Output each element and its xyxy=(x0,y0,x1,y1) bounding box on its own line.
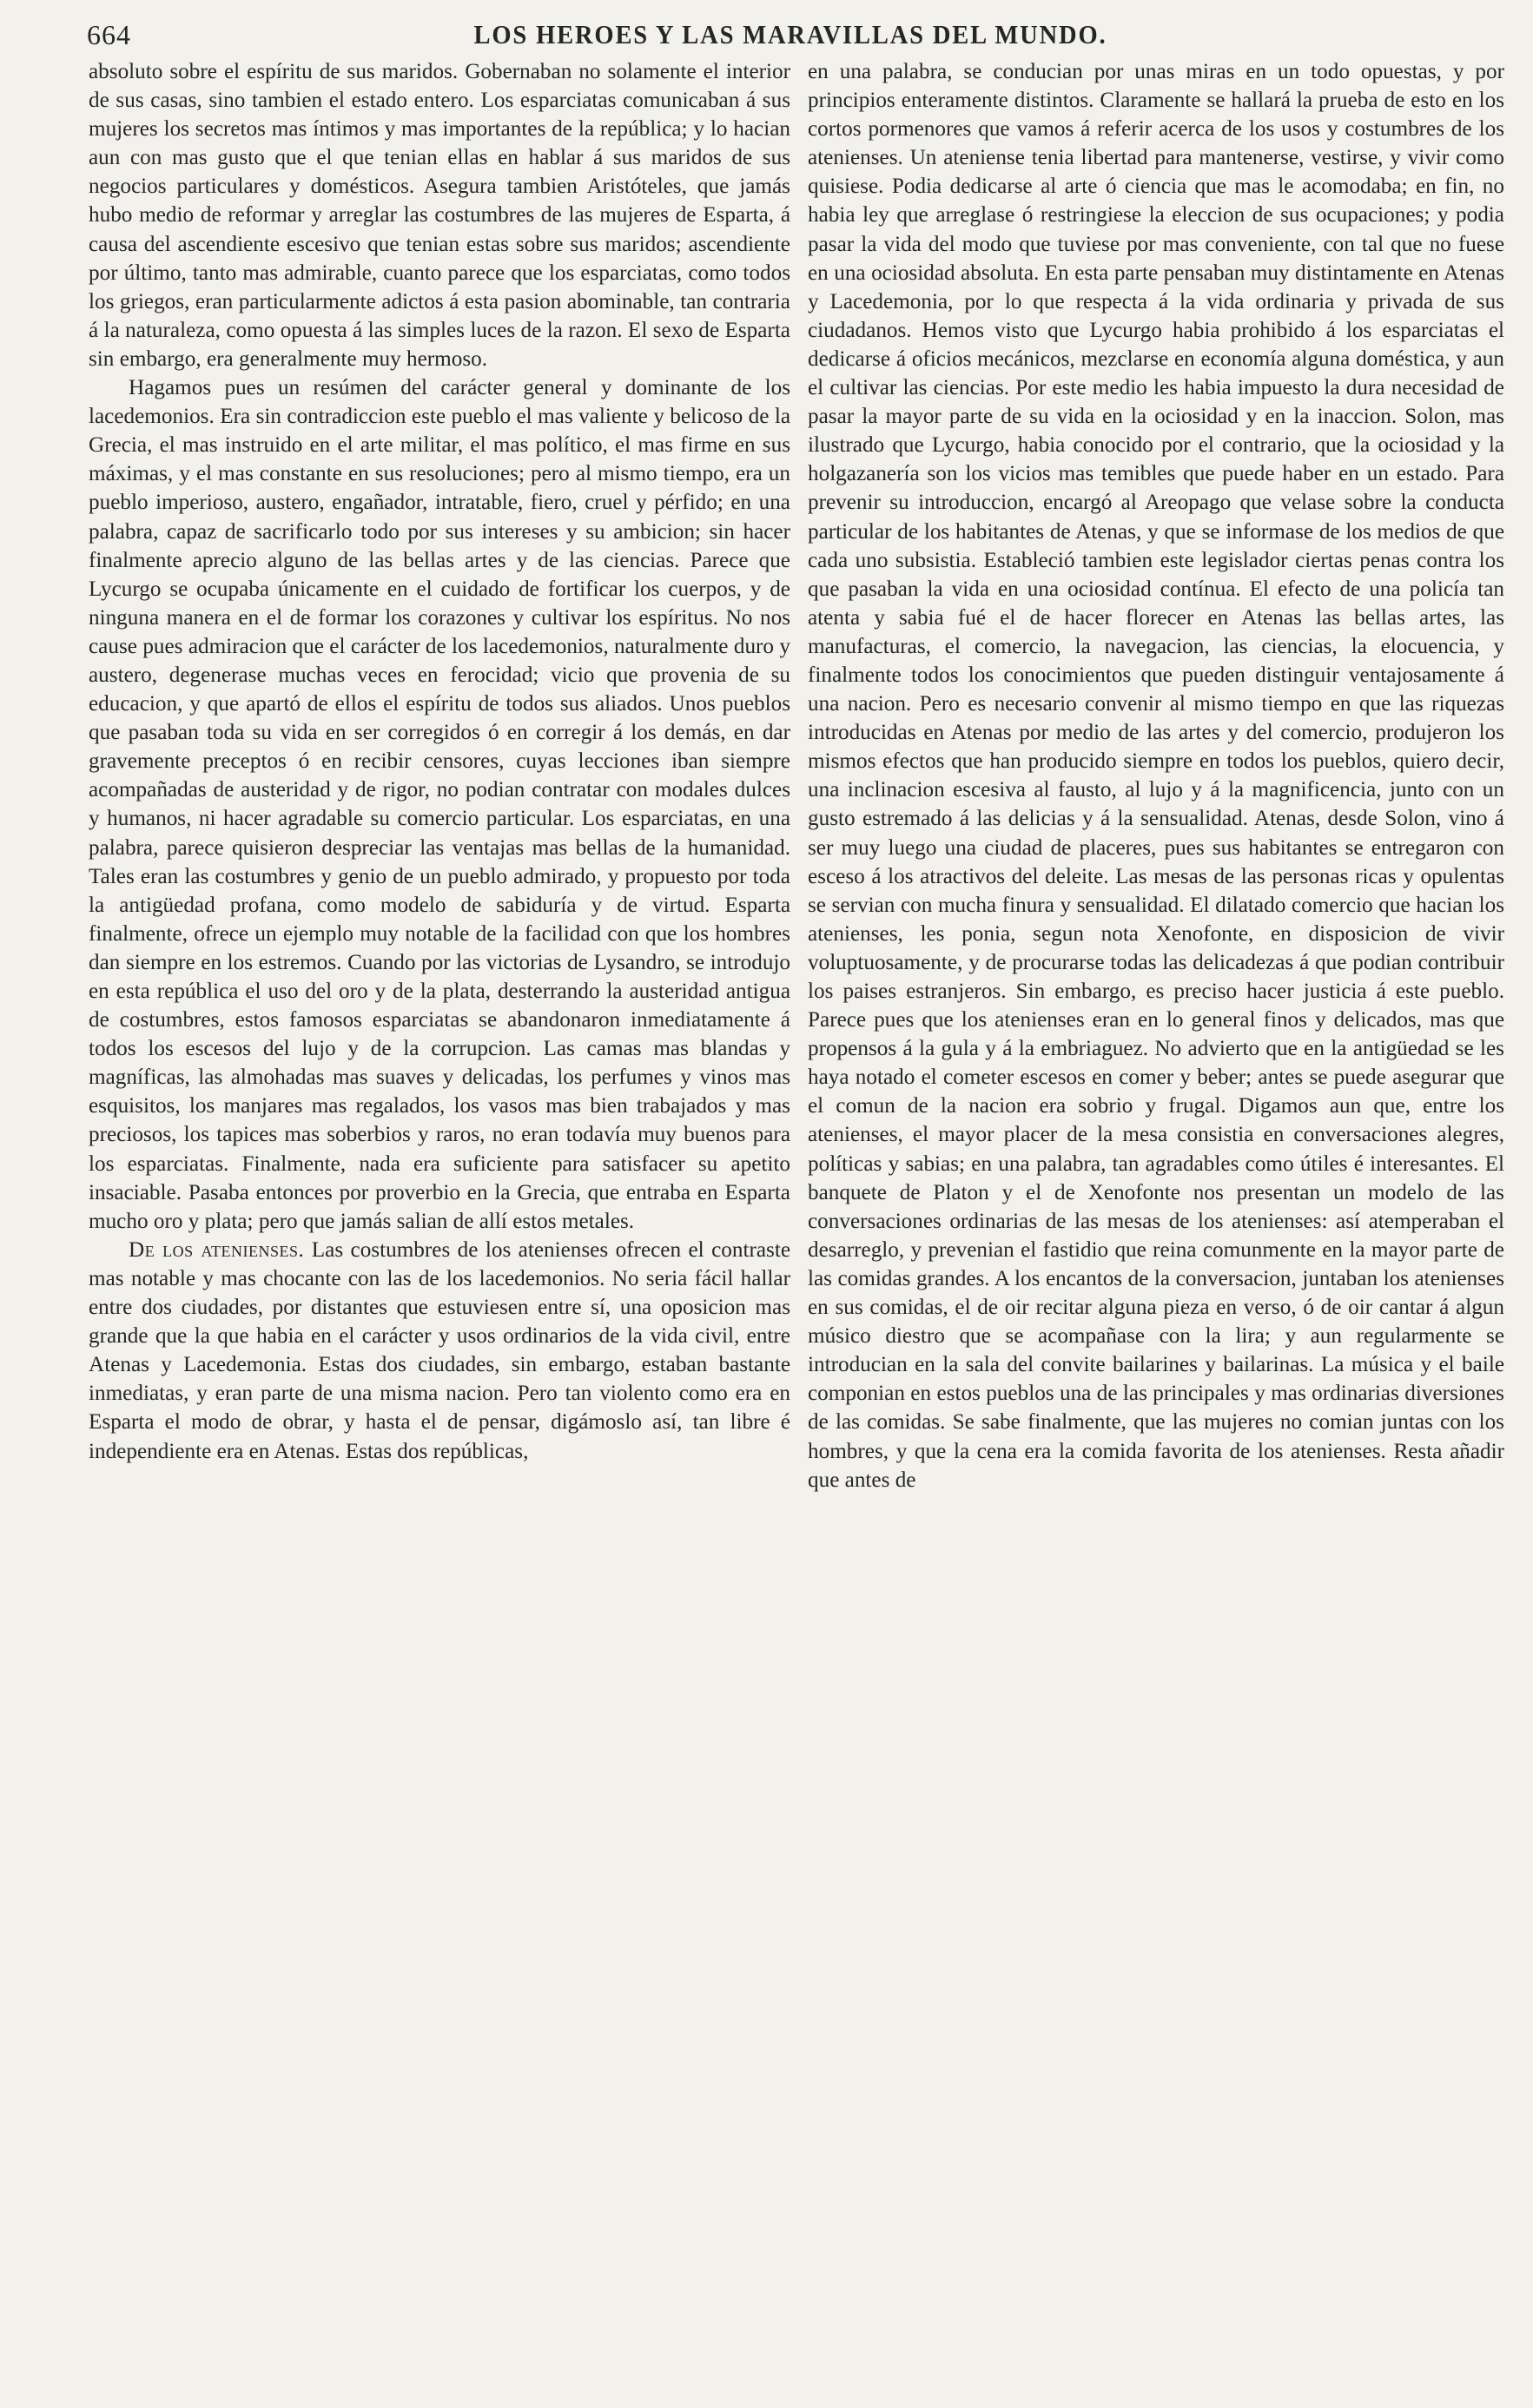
page-header xyxy=(87,14,1494,63)
section-heading-atenienses: De los atenienses. xyxy=(129,1237,305,1262)
page-number: 664 xyxy=(87,19,131,50)
left-paragraph-1: absoluto sobre el espíritu de sus maridos. Gobernaban no solamente el interior de sus casas, sino tambien el estado entero. Los esparciatas comunicaban á sus mujeres los secretos mas íntimos y mas importantes de la república; y lo hacian aun con mas gusto que el que tenian ellas en hablar á sus maridos de sus negocios particulares y domésticos. Asegura tambien Aristóteles, que jamás hubo medio de reformar y arreglar las costumbres de las mujeres de Esparta, á causa del ascendiente escesivo que tenian estas sobre sus maridos; ascendiente por último, tanto mas admirable, cuanto parece que los esparciatas, como todos los griegos, eran particularmente adictos á esta pasion abominable, tan contraria á la naturaleza, como opuesta á las simples luces de la razon. El sexo de Esparta sin embargo, era generalmente muy hermoso. xyxy=(89,60,790,371)
left-paragraph-3 xyxy=(89,1236,790,1466)
left-column xyxy=(89,57,790,1466)
left-paragraph-2: Hagamos pues un resúmen del carácter general y dominante de los lacedemonios. Era sin contradiccion este pueblo el mas valiente y belicoso de la Grecia, el mas instruido en el arte militar, el mas político, el mas firme en sus máximas, y el mas constante en sus resoluciones; pero al mismo tiempo, era un pueblo imperioso, austero, engañador, intratable, fiero, cruel y pérfido; en una palabra, capaz de sacrificarlo todo por sus intereses y su ambicion; sin hacer finalmente aprecio alguno de las bellas artes y de las ciencias. Parece que Lycurgo se ocupaba únicamente en el cuidado de fortificar los cuerpos, y de ninguna manera en el de formar los corazones y cultivar los espíritus. No nos cause pues admiracion que el carácter de los lacedemonios, naturalmente duro y austero, degenerase muchas veces en ferocidad; vicio que provenia de su educacion, y que apartó de ellos el espíritu de todos sus aliados. Unos pueblos que pasaban toda su vida en ser corregidos ó en corregir á los demás, en dar gravemente preceptos ó en recibir censores, cuyas lecciones iban siempre acompañadas de austeridad y de rigor, no podian contratar con modales dulces y humanos, ni hacer agradable su comercio particular. Los esparciatas, en una palabra, parece quisieron despreciar las ventajas mas bellas de la humanidad. Tales eran las costumbres y genio de un pueblo admirado, y propuesto por toda la antigüedad profana, como modelo de sabiduría y de virtud. Esparta finalmente, ofrece un ejemplo muy notable de la facilidad con que los hombres dan siempre en los estremos. Cuando por las victorias de Lysandro, se introdujo en esta república el uso del oro y de la plata, desterrando la austeridad antigua de costumbres, estos famosos esparciatas se abandonaron inmediatamente á todos los escesos del lujo y de la corrupcion. Las camas mas blandas y magníficas, las almohadas mas suaves y delicadas, los perfumes y vinos mas esquisitos, los manjares mas regalados, los vasos mas bien trabajados y mas preciosos, los tapices mas soberbios y raros, no eran todavía muy buenos para los esparciatas. Finalmente, nada era suficiente para satisfacer su apetito insaciable. Pasaba entonces por proverbio en la Grecia, que entraba en Esparta mucho oro y plata; pero que jamás salian de allí estos metales. xyxy=(89,376,790,1233)
left-paragraph-3-text: Las costumbres de los atenienses ofrecen el contraste mas notable y mas chocante con las de los lacedemonios. No seria fácil hallar entre dos ciudades, por distantes que estuviesen entre sí, una oposicion mas grande que la que habia en el carácter y usos ordinarios de la vida civil, entre Atenas y Lacedemonia. Estas dos ciudades, sin embargo, estaban bastante inmediatas, y eran parte de una misma nacion. Pero tan violento como era en Esparta el modo de obrar, y hasta el de pensar, digámoslo así, tan libre é independiente era en Atenas. Estas dos repúblicas, xyxy=(89,1237,790,1463)
column-divider xyxy=(796,78,797,2379)
right-column xyxy=(808,57,1504,1494)
running-title: LOS HEROES Y LAS MARAVILLAS DEL MUNDO. xyxy=(473,19,1107,49)
right-paragraph-1: en una palabra, se conducian por unas miras en un todo opuestas, y por principios enteramente distintos. Claramente se hallará la prueba de esto en los cortos pormenores que vamos á referir acerca de los usos y costumbres de los atenienses. Un ateniense tenia libertad para mantenerse, vestirse, y vivir como quisiese. Podia dedicarse al arte ó ciencia que mas le acomodaba; en fin, no habia ley que arreglase ó restringiese la eleccion de sus ocupaciones; y podia pasar la vida del modo que tuviese por mas conveniente, con tal que no fuese en una ociosidad absoluta. En esta parte pensaban muy distintamente en Atenas y Lacedemonia, por lo que respecta á la vida ordinaria y privada de sus ciudadanos. Hemos visto que Lycurgo habia prohibido á los esparciatas el dedicarse á oficios mecánicos, mezclarse en economía alguna doméstica, y aun el cultivar las ciencias. Por este medio les habia impuesto la dura necesidad de pasar la mayor parte de su vida en la ociosidad y en la inaccion. Solon, mas ilustrado que Lycurgo, habia conocido por el contrario, que la ociosidad y la holgazanería son los vicios mas temibles que puede haber en un estado. Para prevenir su introduccion, encargó al Areopago que velase sobre la conducta particular de los habitantes de Atenas, y que se informase de los medios de que cada uno subsistia. Estableció tambien este legislador ciertas penas contra los que pasaban la vida en una ociosidad contínua. El efecto de una policía tan atenta y sabia fué el de hacer florecer en Atenas las bellas artes, las manufacturas, el comercio, la navegacion, las ciencias, la elocuencia, y finalmente todos los conocimientos que pueden distinguir ventajosamente á una nacion. Pero es necesario convenir al mismo tiempo en que las riquezas introducidas en Atenas por medio de las artes y del comercio, produjeron los mismos efectos que han producido siempre en todos los pueblos, quiero decir, una inclinacion escesiva al fausto, al lujo y á la magnificencia, junto con un gusto estremado á las delicias y á la sensualidad. Atenas, desde Solon, vino á ser muy luego una ciudad de placeres, pues sus habitantes se entregaron con esceso á los atractivos del deleite. Las mesas de las personas ricas y opulentas se servian con mucha finura y sensualidad. El dilatado comercio que hacian los atenienses, les ponia, segun nota Xenofonte, en disposicion de vivir voluptuosamente, y de procurarse todas las delicadezas á que podian contribuir los paises estranjeros. Sin embargo, es preciso hacer justicia á este pueblo. Parece pues que los atenienses eran en lo general finos y delicados, mas que propensos á la gula y á la embriaguez. No advierto que en la antigüedad se les haya notado el cometer escesos en comer y beber; antes se puede asegurar que el comun de la nacion era sobrio y frugal. Digamos aun que, entre los atenienses, el mayor placer de la mesa consistia en conversaciones alegres, políticas y sabias; en una palabra, tan agradables como útiles é interesantes. El banquete de Platon y el de Xenofonte nos presentan un modelo de las conversaciones ordinarias de las mesas de los atenienses: así atemperaban el desarreglo, y prevenian el fastidio que reina comunmente en la mayor parte de las comidas grandes. A los encantos de la conversacion, juntaban los atenienses en sus comidas, el de oir recitar alguna pieza en verso, ó de oir cantar á algun músico diestro que se acompañase con la lira; y aun regularmente se introducian en la sala del convite bailarines y bailarinas. La música y el baile componian en estos pueblos una de las principales y mas ordinarias diversiones de las comidas. Se sabe finalmente, que las mujeres no comian juntas con los hombres, y que la cena era la comida favorita de los atenienses. Resta añadir que antes de xyxy=(808,60,1504,1492)
